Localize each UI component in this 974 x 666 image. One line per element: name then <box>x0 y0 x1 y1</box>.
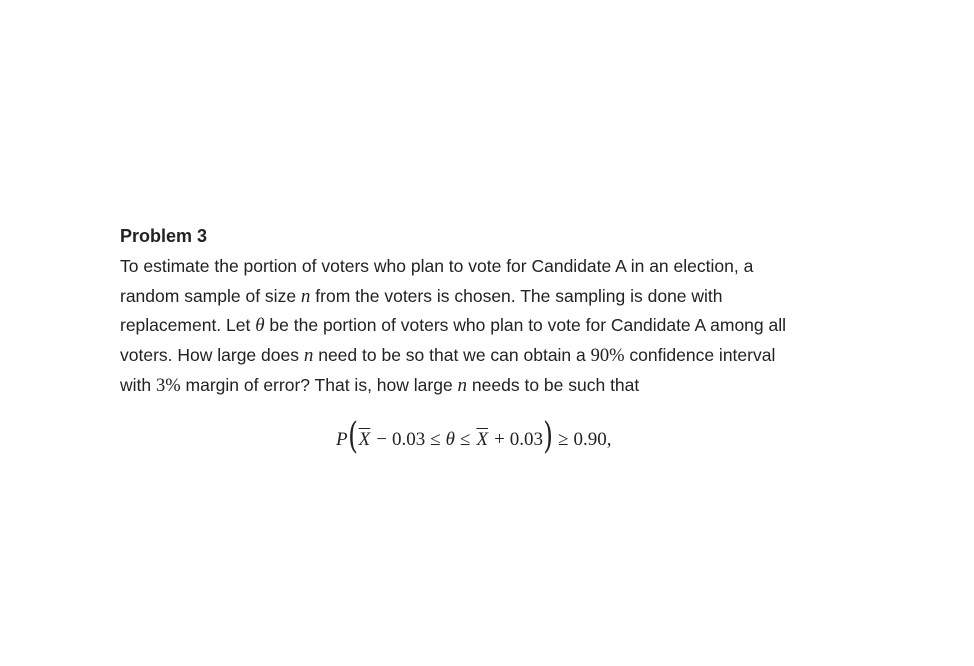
probability-equation <box>336 416 612 460</box>
eq-theta: θ <box>445 429 456 450</box>
math-percent-90: 90% <box>590 345 625 366</box>
eq-le-sign: ≤ <box>460 429 471 450</box>
problem-line-3: replacement. Let θ be the portion of voters who plan to vote for Candidate A among all <box>120 315 787 336</box>
eq-sample-mean: $\overline{X}$ <box>476 429 489 450</box>
eq-plus-sign: + <box>494 429 505 450</box>
math-variable-n: n <box>457 375 468 396</box>
problem-block <box>120 224 890 402</box>
eq-probability-symbol: P <box>336 429 348 450</box>
math-variable-n: n <box>303 344 314 366</box>
eq-margin-value: 0.03 <box>391 429 426 450</box>
eq-margin-value: 0.03 <box>509 429 544 450</box>
eq-le-sign: ≤ <box>430 429 441 450</box>
eq-sample-mean: $\overline{X}$ <box>358 429 371 450</box>
eq-ge-sign: ≥ <box>558 429 569 450</box>
problem-line-1: To estimate the portion of voters who plan to vote for Candidate A in an election, a <box>120 256 754 276</box>
math-variable-theta: θ <box>255 315 265 336</box>
eq-rhs-value: 0.90, <box>573 429 612 450</box>
eq-close-paren: ) <box>543 416 553 457</box>
eq-open-paren: ( <box>347 416 358 457</box>
problem-text <box>120 252 890 402</box>
problem-line-2: random sample of size n from the voters is chosen. The sampling is done with <box>120 285 723 307</box>
eq-minus-sign: − <box>376 429 387 450</box>
problem-line-4: voters. How large does n need to be so that we can obtain a 90% confidence interval <box>120 344 776 366</box>
math-percent-3: 3% <box>155 376 181 396</box>
math-variable-n: n <box>300 285 311 307</box>
problem-title: Problem 3 <box>120 226 208 246</box>
problem-line-5: with 3% margin of error? That is, how large n needs to be such that <box>120 375 640 396</box>
